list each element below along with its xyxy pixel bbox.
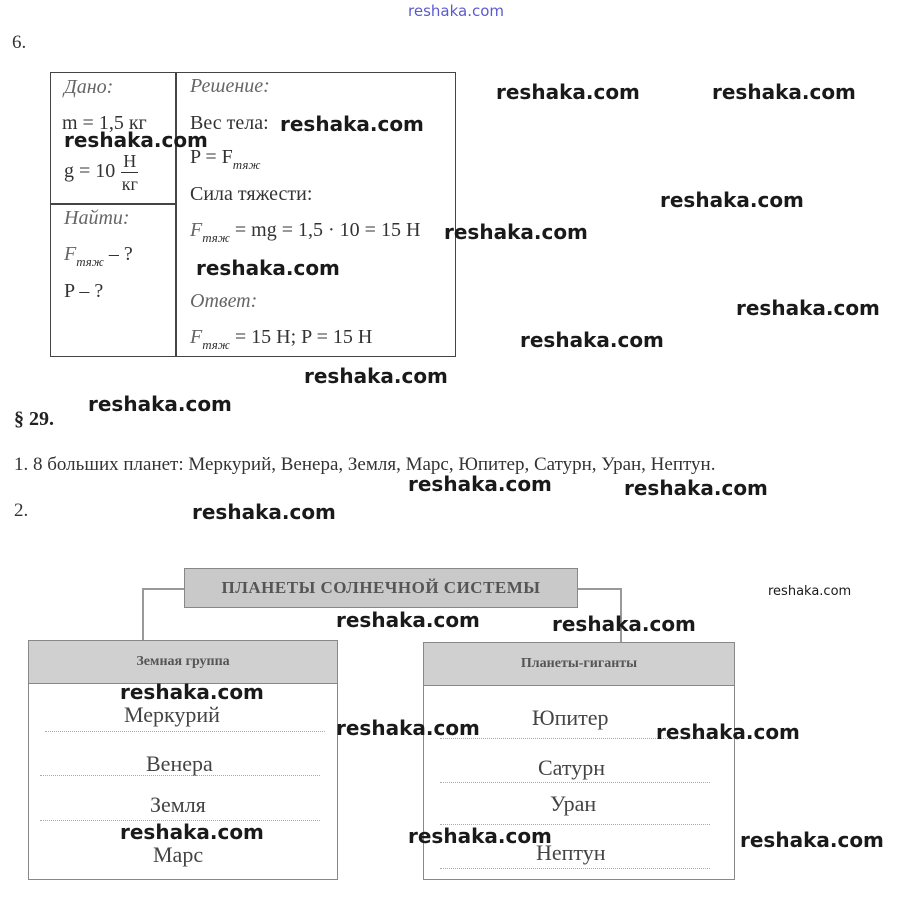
planet-item: Венера bbox=[146, 751, 213, 776]
dotted-line bbox=[440, 868, 710, 869]
dotted-line bbox=[440, 782, 710, 783]
planet-item: Юпитер bbox=[532, 705, 609, 730]
watermark: reshaka.com bbox=[660, 188, 804, 212]
dotted-line bbox=[45, 731, 325, 732]
find-weight: P – ? bbox=[64, 280, 104, 302]
watermark: reshaka.com bbox=[768, 584, 852, 599]
watermark: reshaka.com bbox=[408, 824, 552, 848]
watermark: reshaka.com bbox=[520, 328, 664, 352]
given-label: Дано: bbox=[64, 76, 114, 98]
watermark: reshaka.com bbox=[64, 128, 208, 152]
watermark: reshaka.com bbox=[196, 256, 340, 280]
planet-item: Земля bbox=[150, 792, 206, 817]
solution-weight-text: Вес тела: bbox=[190, 112, 269, 134]
solution-gravity-text: Сила тяжести: bbox=[190, 183, 313, 205]
watermark: reshaka.com bbox=[88, 392, 232, 416]
watermark: reshaka.com bbox=[740, 828, 884, 852]
watermark: reshaka.com bbox=[624, 476, 768, 500]
watermark: reshaka.com bbox=[736, 296, 880, 320]
answer-label: Ответ: bbox=[190, 290, 258, 312]
diagram-title: ПЛАНЕТЫ СОЛНЕЧНОЙ СИСТЕМЫ bbox=[184, 568, 578, 608]
table-divider-horizontal bbox=[50, 203, 176, 205]
watermark: reshaka.com bbox=[304, 364, 448, 388]
task-number: 6. bbox=[12, 32, 27, 53]
watermark: reshaka.com bbox=[408, 472, 552, 496]
watermark-top[interactable]: reshaka.com bbox=[408, 2, 504, 20]
watermark: reshaka.com bbox=[444, 220, 588, 244]
watermark: reshaka.com bbox=[120, 680, 264, 704]
watermark: reshaka.com bbox=[192, 500, 336, 524]
watermark: reshaka.com bbox=[656, 720, 800, 744]
planet-item: Меркурий bbox=[124, 702, 220, 727]
planet-item: Марс bbox=[153, 842, 204, 867]
solution-f-calc: $F_{тяж}$ = mg = 1,5 · 10 = 15 Н bbox=[190, 219, 421, 245]
given-mass: m = 1,5 кг bbox=[62, 112, 147, 134]
planet-item: Уран bbox=[550, 791, 597, 816]
giant-group-title: Планеты-гиганты bbox=[424, 643, 734, 686]
watermark: reshaka.com bbox=[712, 80, 856, 104]
terrestrial-group-title: Земная группа bbox=[29, 641, 337, 684]
planet-item: Нептун bbox=[536, 840, 606, 865]
answer-item-1: 1. 8 больших планет: Меркурий, Венера, Земля, Марс, Юпитер, Сатурн, Уран, Нептун. bbox=[14, 454, 716, 475]
solution-p-eq: $P = F_{тяж}$ bbox=[190, 146, 261, 172]
unit-fraction: $\frac{Н}{кг}$ bbox=[121, 151, 138, 194]
table-divider-vertical bbox=[175, 72, 177, 357]
watermark: reshaka.com bbox=[336, 608, 480, 632]
answer-text: $F_{тяж} = 15$ Н; P = 15 Н bbox=[190, 326, 373, 352]
answer-item-2: 2. bbox=[14, 500, 29, 521]
solution-label: Решение: bbox=[190, 75, 270, 97]
watermark: reshaka.com bbox=[552, 612, 696, 636]
connector-right-h bbox=[578, 588, 620, 590]
watermark: reshaka.com bbox=[120, 820, 264, 844]
connector-left-h bbox=[142, 588, 184, 590]
find-label: Найти: bbox=[64, 207, 130, 229]
section-heading: § 29. bbox=[14, 408, 54, 430]
watermark: reshaka.com bbox=[496, 80, 640, 104]
watermark: reshaka.com bbox=[280, 112, 424, 136]
planet-item: Сатурн bbox=[538, 755, 605, 780]
watermark: reshaka.com bbox=[336, 716, 480, 740]
connector-left-v bbox=[142, 588, 144, 640]
find-force: $F_{тяж}$ – ? bbox=[64, 243, 133, 269]
given-g: g = 10 $\frac{Н}{кг}$ bbox=[64, 151, 138, 194]
